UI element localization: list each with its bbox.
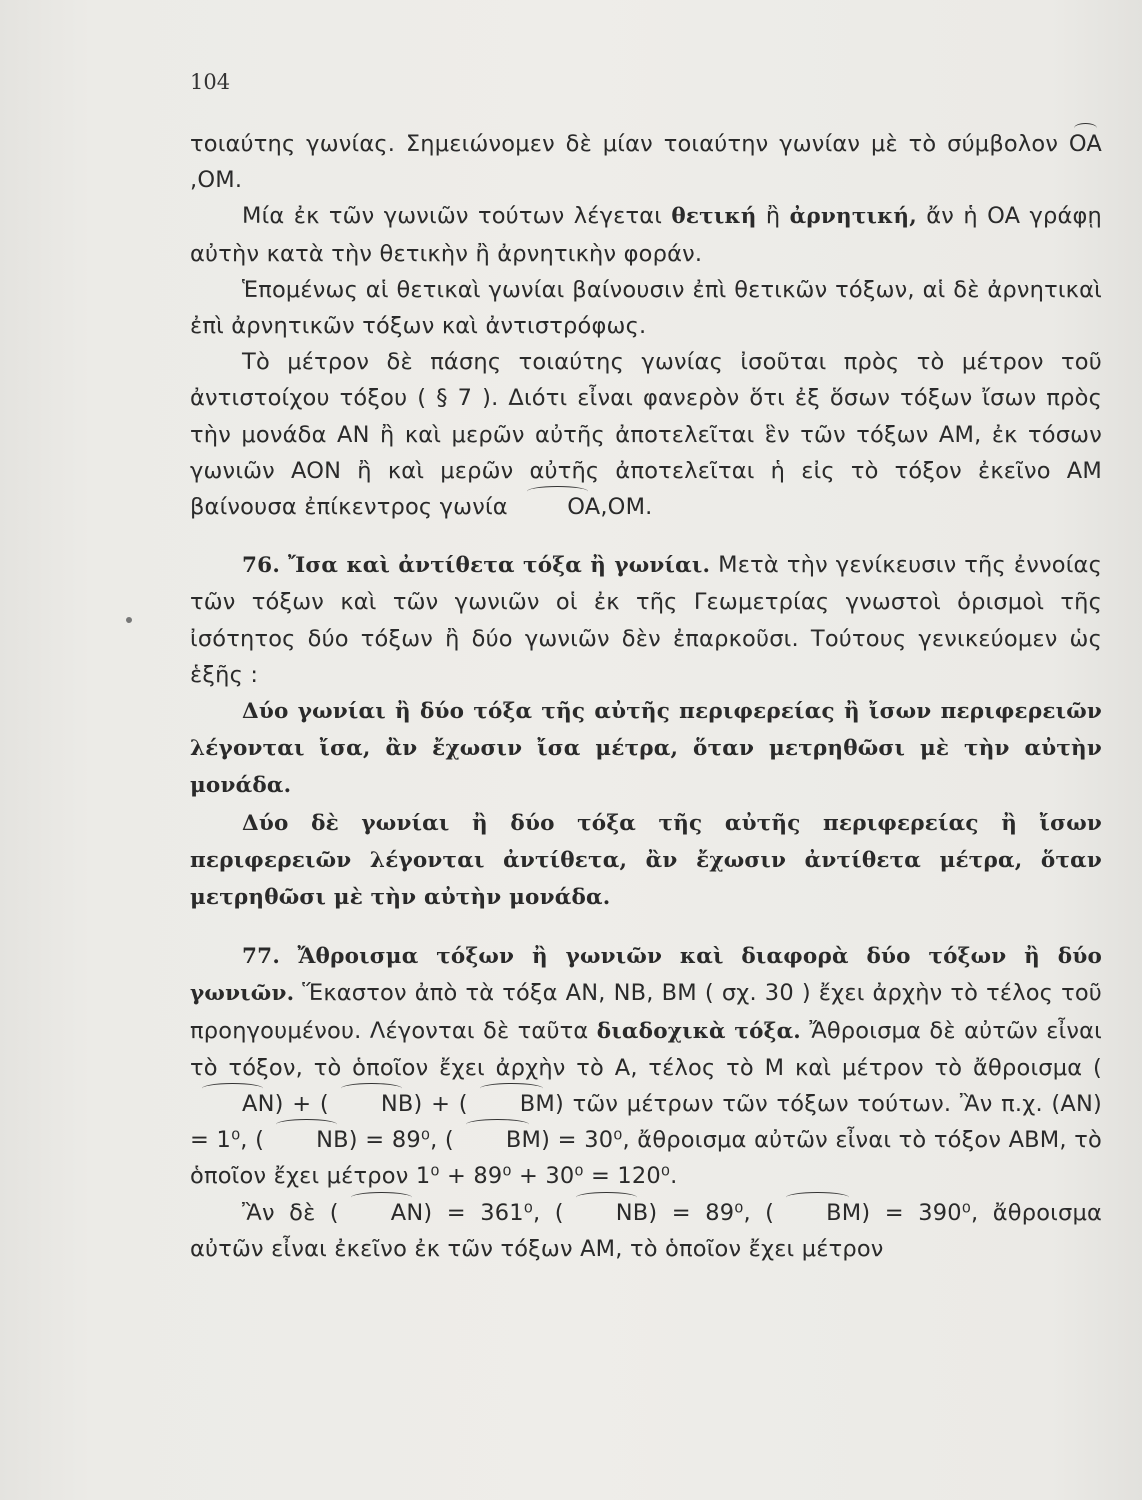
- section-title: Ἄθροισμα τόξων ἢ γωνιῶν καὶ διαφορὰ δύο τόξων ἢ δύο γωνιῶν.: [190, 944, 1102, 1007]
- arc-symbol: BM: [774, 1195, 861, 1231]
- section-76: [190, 547, 1102, 693]
- arc-symbol: AN: [190, 1086, 275, 1122]
- text-run: Ἄθροισμα δὲ αὐτῶν εἶναι τὸ τόξον, τὸ ὁποῖον ἔχει ἀρχὴν τὸ A, τέλος τὸ M καὶ μέτρον τὸ ἄθροισμα (: [190, 1017, 1102, 1081]
- arc-symbol: BM: [454, 1122, 541, 1158]
- section-number: 76.: [242, 553, 281, 579]
- text-run: Μετὰ τὴν γενίκευσιν τῆς ἐννοίας τῶν τόξων καὶ τῶν γωνιῶν οἱ ἐκ τῆς Γεωμετρίας γνωστοὶ ὁρισμοὶ τῆς ἰσότητος δύο τόξων ἢ δύο γωνιῶν δὲν ἐπαρκοῦσι. Τούτους γενικεύομεν ὡς ἑξῆς :: [190, 552, 1102, 688]
- definition-opposite: [190, 805, 1102, 917]
- paragraph-example: [190, 1195, 1102, 1267]
- text-run: ) + (: [274, 1091, 329, 1118]
- text-run: ,OM.: [190, 167, 243, 194]
- text-run: ) = 89⁰, (: [348, 1127, 454, 1154]
- arc-symbol: AN: [339, 1195, 424, 1231]
- text-run: Τὸ μέτρον δὲ πάσης τοιαύτης γωνίας ἰσοῦται πρὸς τὸ μέτρον τοῦ ἀντιστοίχου τόξου ( § 7 ). Διότι εἶναι φανερὸν ὅτι ἐξ ὅσων τόξων ἴσων πρὸς τὴν μονάδα AN ἢ καὶ μερῶν αὐτῆς ἀποτελεῖται ἓν τῶν τόξων AM, ἐκ τόσων γωνιῶν AON ἢ καὶ μερῶν αὐτῆς ἀποτελεῖται ἡ εἰς τὸ τόξον ἐκεῖνο AM βαίνουσα ἐπίκεντρος γωνία: [190, 349, 1102, 521]
- arc-symbol: OA: [515, 489, 600, 525]
- paragraph-positive-negative: [190, 198, 1102, 271]
- text-run: ) = 361⁰, (: [423, 1199, 564, 1226]
- paragraph-measure: [190, 344, 1102, 525]
- term-negative: ἀρνητική,: [789, 204, 917, 230]
- paragraph-continuation: [190, 126, 1102, 198]
- text-run: Μία ἐκ τῶν γωνιῶν τούτων λέγεται: [242, 203, 672, 230]
- text-run: ) = 390⁰, ἄθροισμα αὐτῶν εἶναι ἐκεῖνο ἐκ τῶν τόξων AM, τὸ ὁποῖον ἔχει μέτρον: [190, 1199, 1102, 1262]
- text-run: ) τῶν μέτρων τῶν τόξων τούτων. Ἂν π.χ. (AN) = 1⁰, (: [190, 1091, 1103, 1154]
- arc-symbol: NB: [564, 1195, 649, 1231]
- arc-symbol: NB: [264, 1122, 349, 1158]
- section-77: [190, 938, 1102, 1194]
- term-positive: θετική: [671, 204, 757, 230]
- arc-symbol: NB: [329, 1086, 414, 1122]
- definition-equal: [190, 693, 1102, 805]
- spacer: [190, 916, 1102, 938]
- page-number: 104: [190, 70, 231, 94]
- section-number: 77.: [242, 944, 281, 970]
- paragraph-consequently: Ἑπομένως αἱ θετικαὶ γωνίαι βαίνουσιν ἐπὶ θετικῶν τόξων, αἱ δὲ ἀρνητικαὶ ἐπὶ ἀρνητικῶν τόξων καὶ ἀντιστρόφως.: [190, 276, 1102, 340]
- text-run: Ἂν δὲ (: [242, 1199, 339, 1226]
- term-successive-arcs: διαδοχικὰ τόξα.: [596, 1018, 801, 1044]
- text-run: ) = 89⁰, (: [648, 1199, 775, 1226]
- text-run: ἢ: [756, 203, 790, 230]
- text-run: ἄν ἡ OA γράφῃ αὐτὴν κατὰ τὴν θετικὴν ἢ ἀρνητικὴν φοράν.: [190, 203, 1102, 267]
- text-run: τοιαύτης γωνίας. Σημειώνομεν δὲ μίαν τοιαύτην γωνίαν μὲ τὸ σύμβολον: [190, 131, 1069, 157]
- definition-text: Δύο γωνίαι ἢ δύο τόξα τῆς αὐτῆς περιφερείας ἢ ἴσων περιφερειῶν λέγονται ἴσα, ἂν ἔχωσιν ἴσα μέτρα, ὅταν μετρηθῶσι μὲ τὴν αὐτὴν μονάδα.: [190, 699, 1102, 799]
- spacer: [190, 525, 1102, 547]
- arc-symbol: OA: [1069, 126, 1102, 162]
- section-title: Ἴσα καὶ ἀντίθετα τόξα ἢ γωνίαι.: [287, 553, 711, 579]
- text-run: Ἕκαστον ἀπὸ τὰ τόξα AN, NB, BM ( σχ. 30 ) ἔχει ἀρχὴν τὸ τέλος τοῦ προηγουμένου. Λέγονται δὲ ταῦτα: [190, 980, 1102, 1044]
- text-run: ,OM.: [600, 494, 653, 521]
- arc-symbol: BM: [468, 1086, 555, 1122]
- text-run: ) + (: [413, 1091, 468, 1118]
- definition-text: Δύο δὲ γωνίαι ἢ δύο τόξα τῆς αὐτῆς περιφερείας ἢ ἴσων περιφερειῶν λέγονται ἀντίθετα, ἂν ἔχωσιν ἀντίθετα μέτρα, ὅταν μετρηθῶσι μὲ τὴν αὐτὴν μονάδα.: [190, 810, 1102, 911]
- margin-speck: [126, 617, 132, 623]
- page-body: [190, 126, 1102, 1267]
- text-run: ) = 30⁰, ἄθροισμα αὐτῶν εἶναι τὸ τόξον ABM, τὸ ὁποῖον ἔχει μέτρον 1⁰ + 89⁰ + 30⁰ = 120⁰.: [190, 1127, 1102, 1190]
